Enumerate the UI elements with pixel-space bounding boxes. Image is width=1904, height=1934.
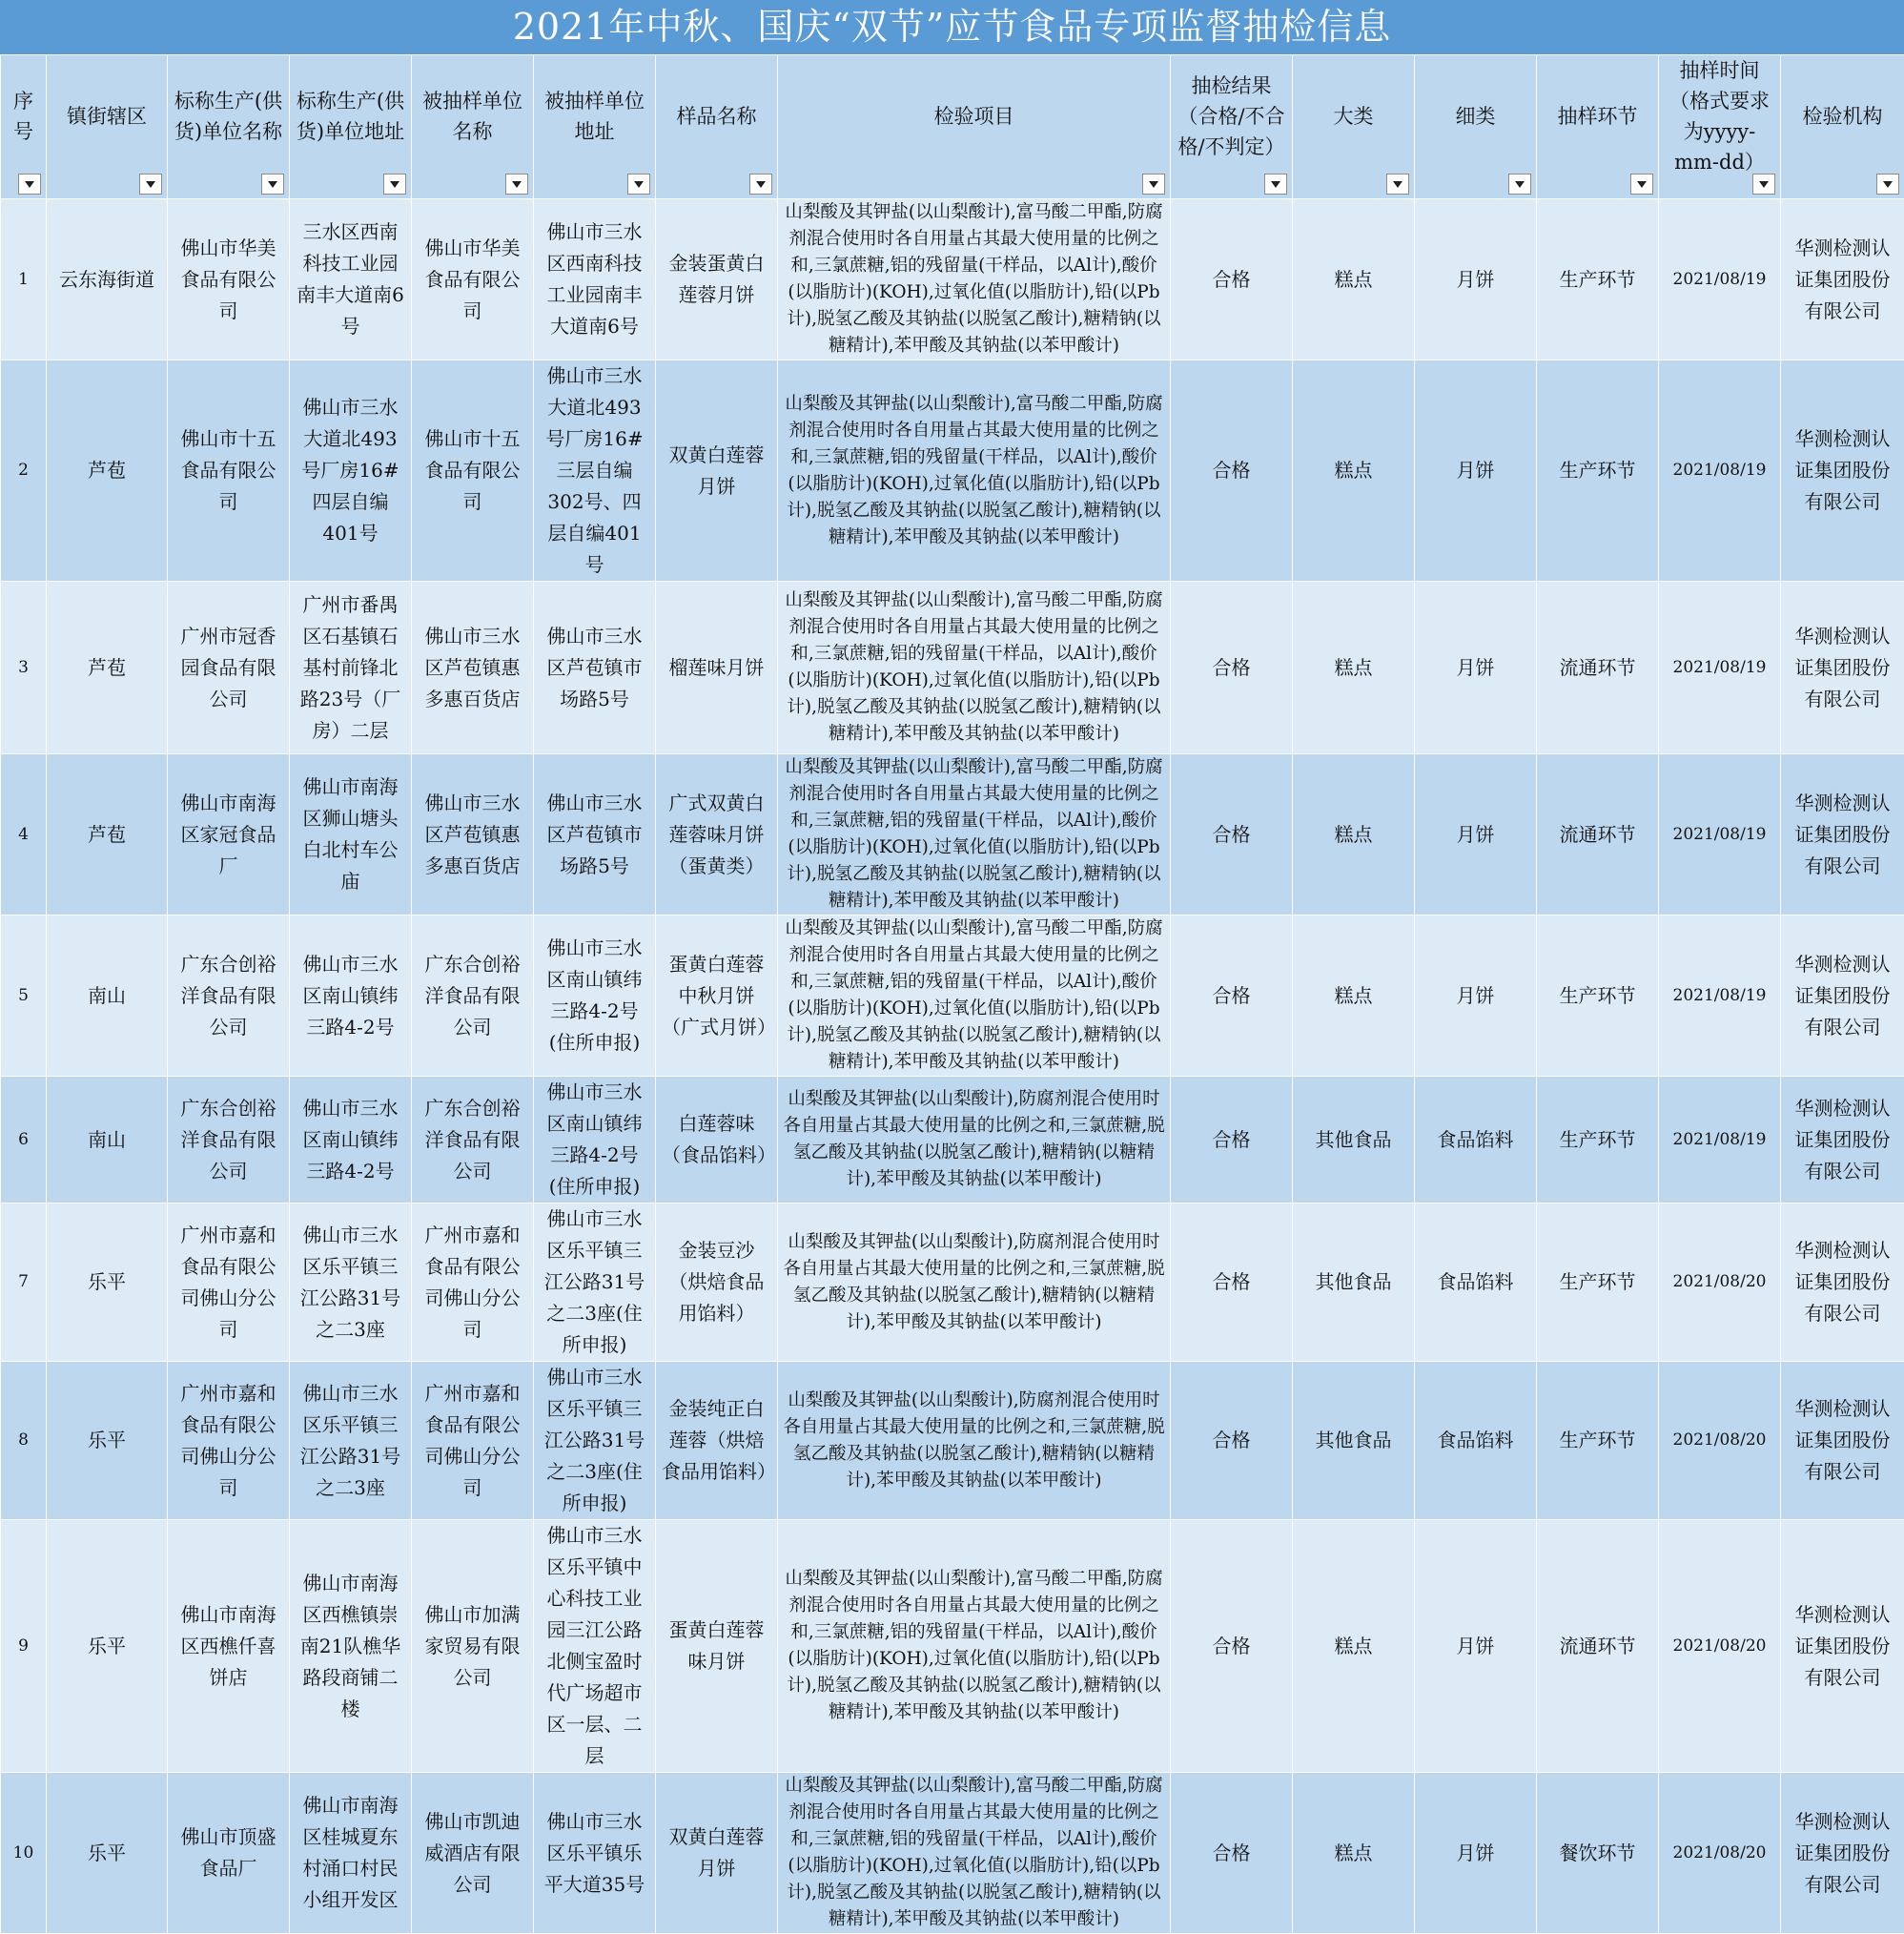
column-header-label: 标称生产(供货)单位地址 [296,86,405,168]
producer-address-cell: 佛山市三水区南山镇纬三路4-2号 [290,1077,412,1204]
testing-agency-cell: 华测检测认证集团股份有限公司 [1781,754,1904,916]
testing-agency-cell: 华测检测认证集团股份有限公司 [1781,582,1904,754]
producer-name-cell: 佛山市华美食品有限公司 [168,199,290,360]
subcategory-cell: 月饼 [1415,916,1537,1077]
sampling-date-cell: 2021/08/19 [1659,916,1781,1077]
producer-address-cell: 三水区西南科技工业园南丰大道南6号 [290,199,412,360]
sampled-unit-address-cell: 佛山市三水区乐平镇中心科技工业园三江公路北侧宝盈时代广场超市区一层、二层 [534,1520,656,1773]
category-cell: 糕点 [1293,199,1415,360]
category-cell: 其他食品 [1293,1077,1415,1204]
result-cell: 合格 [1171,1520,1293,1773]
test-items-cell: 山梨酸及其钾盐(以山梨酸计),富马酸二甲酯,防腐剂混合使用时各自用量占其最大使用量的比例之和,三氯蔗糖,铝的残留量(干样品，以Al计),酸价(以脂肪计)(KOH),过氧化值(以脂肪计),铅(以Pb计),脱氢乙酸及其钠盐(以脱氢乙酸计),糖精钠(以糖精计),苯甲酸及其钠盐(以苯甲酸计) [778,1520,1171,1773]
sampled-unit-name-cell: 广东合创裕洋食品有限公司 [412,916,534,1077]
sampled-unit-address-cell: 佛山市三水区南山镇纬三路4-2号(住所申报) [534,916,656,1077]
sample-name-cell: 金装纯正白莲蓉（烘焙食品用馅料） [656,1362,778,1520]
filter-dropdown-icon[interactable] [1630,174,1653,195]
test-items-cell: 山梨酸及其钾盐(以山梨酸计),防腐剂混合使用时各自用量占其最大使用量的比例之和,三氯蔗糖,脱氢乙酸及其钠盐(以脱氢乙酸计),糖精钠(以糖精计),苯甲酸及其钠盐(以苯甲酸计) [778,1204,1171,1362]
table-row [1,582,1904,754]
category-cell: 糕点 [1293,1520,1415,1773]
sample-name-cell: 金装蛋黄白莲蓉月饼 [656,199,778,360]
sample-name-cell: 双黄白莲蓉月饼 [656,1773,778,1934]
district-cell: 南山 [47,1077,168,1204]
district-cell: 芦苞 [47,360,168,582]
filter-dropdown-icon[interactable] [1752,174,1775,195]
sampling-date-cell: 2021/08/19 [1659,1077,1781,1204]
district-cell: 云东海街道 [47,199,168,360]
row-index-cell: 5 [1,916,47,1077]
filter-dropdown-icon[interactable] [505,174,528,195]
filter-dropdown-icon[interactable] [1142,174,1165,195]
sampling-stage-cell: 生产环节 [1537,199,1659,360]
test-items-cell: 山梨酸及其钾盐(以山梨酸计),防腐剂混合使用时各自用量占其最大使用量的比例之和,三氯蔗糖,脱氢乙酸及其钠盐(以脱氢乙酸计),糖精钠(以糖精计),苯甲酸及其钠盐(以苯甲酸计) [778,1077,1171,1204]
producer-address-cell: 佛山市三水区南山镇纬三路4-2号 [290,916,412,1077]
sampled-unit-address-cell: 佛山市三水区西南科技工业园南丰大道南6号 [534,199,656,360]
subcategory-cell: 食品馅料 [1415,1204,1537,1362]
column-header-label: 序号 [7,86,40,168]
row-index-cell: 1 [1,199,47,360]
sampled-unit-address-cell: 佛山市三水大道北493号厂房16#三层自编302号、四层自编401号 [534,360,656,582]
result-cell: 合格 [1171,754,1293,916]
subcategory-cell: 食品馅料 [1415,1077,1537,1204]
sampled-unit-address-cell: 佛山市三水区南山镇纬三路4-2号(住所申报) [534,1077,656,1204]
sampling-date-cell: 2021/08/19 [1659,582,1781,754]
column-header [1659,55,1781,199]
table-row [1,199,1904,360]
filter-dropdown-icon[interactable] [1876,174,1899,195]
sample-name-cell: 蛋黄白莲蓉味月饼 [656,1520,778,1773]
column-header [1537,55,1659,199]
sheet-title: 2021年中秋、国庆“双节”应节食品专项监督抽检信息 [0,0,1904,54]
sampling-stage-cell: 流通环节 [1537,754,1659,916]
district-cell: 乐平 [47,1520,168,1773]
column-header-label: 检验项目 [784,101,1164,153]
producer-name-cell: 佛山市南海区西樵仟喜饼店 [168,1520,290,1773]
column-header-label: 抽检结果（合格/不合格/不判定） [1177,71,1286,183]
subcategory-cell: 月饼 [1415,1773,1537,1934]
category-cell: 糕点 [1293,360,1415,582]
column-header [1171,55,1293,199]
sampled-unit-name-cell: 佛山市三水区芦苞镇惠多惠百货店 [412,754,534,916]
result-cell: 合格 [1171,1077,1293,1204]
sampling-date-cell: 2021/08/20 [1659,1520,1781,1773]
district-cell: 乐平 [47,1773,168,1934]
test-items-cell: 山梨酸及其钾盐(以山梨酸计),富马酸二甲酯,防腐剂混合使用时各自用量占其最大使用量的比例之和,三氯蔗糖,铝的残留量(干样品，以Al计),酸价(以脂肪计)(KOH),过氧化值(以脂肪计),铅(以Pb计),脱氢乙酸及其钠盐(以脱氢乙酸计),糖精钠(以糖精计),苯甲酸及其钠盐(以苯甲酸计) [778,199,1171,360]
test-items-cell: 山梨酸及其钾盐(以山梨酸计),富马酸二甲酯,防腐剂混合使用时各自用量占其最大使用量的比例之和,三氯蔗糖,铝的残留量(干样品，以Al计),酸价(以脂肪计)(KOH),过氧化值(以脂肪计),铅(以Pb计),脱氢乙酸及其钠盐(以脱氢乙酸计),糖精钠(以糖精计),苯甲酸及其钠盐(以苯甲酸计) [778,582,1171,754]
testing-agency-cell: 华测检测认证集团股份有限公司 [1781,916,1904,1077]
producer-name-cell: 佛山市顶盛食品厂 [168,1773,290,1934]
sampled-unit-address-cell: 佛山市三水区乐平镇三江公路31号之二3座(住所申报) [534,1204,656,1362]
sample-name-cell: 榴莲味月饼 [656,582,778,754]
inspection-table [0,54,1904,1934]
sampling-date-cell: 2021/08/19 [1659,754,1781,916]
row-index-cell: 3 [1,582,47,754]
filter-dropdown-icon[interactable] [1264,174,1287,195]
table-row [1,1077,1904,1204]
sampled-unit-name-cell: 广东合创裕洋食品有限公司 [412,1077,534,1204]
sampled-unit-address-cell: 佛山市三水区乐平镇乐平大道35号 [534,1773,656,1934]
filter-dropdown-icon[interactable] [749,174,772,195]
row-index-cell: 10 [1,1773,47,1934]
row-index-cell: 9 [1,1520,47,1773]
column-header [1,55,47,199]
sampled-unit-address-cell: 佛山市三水区乐平镇三江公路31号之二3座(住所申报) [534,1362,656,1520]
sampling-stage-cell: 流通环节 [1537,582,1659,754]
column-header-label: 抽样时间（格式要求为yyyy-mm-dd） [1665,55,1774,198]
row-index-cell: 8 [1,1362,47,1520]
column-header-label: 被抽样单位地址 [540,86,649,168]
test-items-cell: 山梨酸及其钾盐(以山梨酸计),富马酸二甲酯,防腐剂混合使用时各自用量占其最大使用量的比例之和,三氯蔗糖,铝的残留量(干样品，以Al计),酸价(以脂肪计)(KOH),过氧化值(以脂肪计),铅(以Pb计),脱氢乙酸及其钠盐(以脱氢乙酸计),糖精钠(以糖精计),苯甲酸及其钠盐(以苯甲酸计) [778,1773,1171,1934]
column-header-label: 镇街辖区 [52,101,161,153]
testing-agency-cell: 华测检测认证集团股份有限公司 [1781,199,1904,360]
subcategory-cell: 月饼 [1415,1520,1537,1773]
subcategory-cell: 月饼 [1415,582,1537,754]
subcategory-cell: 月饼 [1415,754,1537,916]
filter-dropdown-icon[interactable] [139,174,162,195]
column-header [1293,55,1415,199]
producer-name-cell: 广东合创裕洋食品有限公司 [168,916,290,1077]
result-cell: 合格 [1171,1362,1293,1520]
filter-dropdown-icon[interactable] [1508,174,1531,195]
testing-agency-cell: 华测检测认证集团股份有限公司 [1781,360,1904,582]
row-index-cell: 4 [1,754,47,916]
filter-dropdown-icon[interactable] [627,174,650,195]
producer-name-cell: 广州市嘉和食品有限公司佛山分公司 [168,1204,290,1362]
sampling-date-cell: 2021/08/19 [1659,199,1781,360]
producer-name-cell: 广州市嘉和食品有限公司佛山分公司 [168,1362,290,1520]
district-cell: 芦苞 [47,582,168,754]
test-items-cell: 山梨酸及其钾盐(以山梨酸计),富马酸二甲酯,防腐剂混合使用时各自用量占其最大使用量的比例之和,三氯蔗糖,铝的残留量(干样品，以Al计),酸价(以脂肪计)(KOH),过氧化值(以脂肪计),铅(以Pb计),脱氢乙酸及其钠盐(以脱氢乙酸计),糖精钠(以糖精计),苯甲酸及其钠盐(以苯甲酸计) [778,916,1171,1077]
category-cell: 糕点 [1293,916,1415,1077]
column-header-label: 样品名称 [662,101,771,153]
column-header [290,55,412,199]
test-items-cell: 山梨酸及其钾盐(以山梨酸计),防腐剂混合使用时各自用量占其最大使用量的比例之和,三氯蔗糖,脱氢乙酸及其钠盐(以脱氢乙酸计),糖精钠(以糖精计),苯甲酸及其钠盐(以苯甲酸计) [778,1362,1171,1520]
sampled-unit-name-cell: 佛山市十五食品有限公司 [412,360,534,582]
table-row [1,754,1904,916]
sampling-stage-cell: 生产环节 [1537,1204,1659,1362]
sampling-stage-cell: 生产环节 [1537,916,1659,1077]
row-index-cell: 7 [1,1204,47,1362]
sample-name-cell: 蛋黄白莲蓉中秋月饼（广式月饼） [656,916,778,1077]
filter-dropdown-icon[interactable] [1386,174,1409,195]
producer-name-cell: 佛山市南海区家冠食品厂 [168,754,290,916]
producer-name-cell: 广东合创裕洋食品有限公司 [168,1077,290,1204]
sample-name-cell: 广式双黄白莲蓉味月饼（蛋黄类） [656,754,778,916]
sampled-unit-name-cell: 广州市嘉和食品有限公司佛山分公司 [412,1362,534,1520]
category-cell: 糕点 [1293,754,1415,916]
producer-address-cell: 广州市番禺区石基镇石基村前锋北路23号（厂房）二层 [290,582,412,754]
column-header [47,55,168,199]
testing-agency-cell: 华测检测认证集团股份有限公司 [1781,1362,1904,1520]
district-cell: 芦苞 [47,754,168,916]
sampled-unit-address-cell: 佛山市三水区芦苞镇市场路5号 [534,754,656,916]
column-header [1415,55,1537,199]
result-cell: 合格 [1171,582,1293,754]
producer-name-cell: 广州市冠香园食品有限公司 [168,582,290,754]
sampling-stage-cell: 流通环节 [1537,1520,1659,1773]
result-cell: 合格 [1171,1773,1293,1934]
filter-dropdown-icon[interactable] [261,174,284,195]
sampling-date-cell: 2021/08/20 [1659,1362,1781,1520]
result-cell: 合格 [1171,360,1293,582]
subcategory-cell: 月饼 [1415,360,1537,582]
column-header-label: 被抽样单位名称 [418,86,527,168]
producer-name-cell: 佛山市十五食品有限公司 [168,360,290,582]
subcategory-cell: 食品馅料 [1415,1362,1537,1520]
header-row [1,55,1904,199]
subcategory-cell: 月饼 [1415,199,1537,360]
sample-name-cell: 白莲蓉味（食品馅料） [656,1077,778,1204]
table-body [1,199,1904,1934]
sampling-stage-cell: 餐饮环节 [1537,1773,1659,1934]
sampled-unit-name-cell: 佛山市三水区芦苞镇惠多惠百货店 [412,582,534,754]
district-cell: 南山 [47,916,168,1077]
table-row [1,1773,1904,1934]
producer-address-cell: 佛山市三水区乐平镇三江公路31号之二3座 [290,1204,412,1362]
category-cell: 糕点 [1293,1773,1415,1934]
row-index-cell: 6 [1,1077,47,1204]
table-row [1,916,1904,1077]
column-header [168,55,290,199]
sampling-stage-cell: 生产环节 [1537,1362,1659,1520]
producer-address-cell: 佛山市南海区桂城夏东村涌口村民小组开发区 [290,1773,412,1934]
table-row [1,1204,1904,1362]
sampling-date-cell: 2021/08/20 [1659,1204,1781,1362]
result-cell: 合格 [1171,916,1293,1077]
column-header [412,55,534,199]
test-items-cell: 山梨酸及其钾盐(以山梨酸计),富马酸二甲酯,防腐剂混合使用时各自用量占其最大使用量的比例之和,三氯蔗糖,铝的残留量(干样品，以Al计),酸价(以脂肪计)(KOH),过氧化值(以脂肪计),铅(以Pb计),脱氢乙酸及其钠盐(以脱氢乙酸计),糖精钠(以糖精计),苯甲酸及其钠盐(以苯甲酸计) [778,360,1171,582]
producer-address-cell: 佛山市三水大道北493号厂房16#四层自编401号 [290,360,412,582]
filter-dropdown-icon[interactable] [383,174,406,195]
category-cell: 其他食品 [1293,1204,1415,1362]
testing-agency-cell: 华测检测认证集团股份有限公司 [1781,1077,1904,1204]
sampled-unit-name-cell: 佛山市凯迪威酒店有限公司 [412,1773,534,1934]
sampled-unit-name-cell: 佛山市华美食品有限公司 [412,199,534,360]
testing-agency-cell: 华测检测认证集团股份有限公司 [1781,1520,1904,1773]
sampling-stage-cell: 生产环节 [1537,360,1659,582]
result-cell: 合格 [1171,199,1293,360]
column-header [534,55,656,199]
column-header [1781,55,1904,199]
sampling-stage-cell: 生产环节 [1537,1077,1659,1204]
column-header-label: 抽样环节 [1543,101,1652,153]
sample-name-cell: 金装豆沙（烘焙食品用馅料） [656,1204,778,1362]
column-header [656,55,778,199]
district-cell: 乐平 [47,1204,168,1362]
sampled-unit-name-cell: 广州市嘉和食品有限公司佛山分公司 [412,1204,534,1362]
table-row [1,360,1904,582]
sampled-unit-address-cell: 佛山市三水区芦苞镇市场路5号 [534,582,656,754]
column-header-label: 检验机构 [1787,101,1898,153]
producer-address-cell: 佛山市南海区狮山塘头白北村车公庙 [290,754,412,916]
testing-agency-cell: 华测检测认证集团股份有限公司 [1781,1773,1904,1934]
district-cell: 乐平 [47,1362,168,1520]
column-header [778,55,1171,199]
row-index-cell: 2 [1,360,47,582]
filter-dropdown-icon[interactable] [18,174,41,195]
column-header-label: 细类 [1421,101,1530,153]
sampling-date-cell: 2021/08/19 [1659,360,1781,582]
testing-agency-cell: 华测检测认证集团股份有限公司 [1781,1204,1904,1362]
column-header-label: 标称生产(供货)单位名称 [174,86,283,168]
sampling-date-cell: 2021/08/20 [1659,1773,1781,1934]
result-cell: 合格 [1171,1204,1293,1362]
sample-name-cell: 双黄白莲蓉月饼 [656,360,778,582]
category-cell: 糕点 [1293,582,1415,754]
producer-address-cell: 佛山市南海区西樵镇崇南21队樵华路段商铺二楼 [290,1520,412,1773]
category-cell: 其他食品 [1293,1362,1415,1520]
test-items-cell: 山梨酸及其钾盐(以山梨酸计),富马酸二甲酯,防腐剂混合使用时各自用量占其最大使用量的比例之和,三氯蔗糖,铝的残留量(干样品，以Al计),酸价(以脂肪计)(KOH),过氧化值(以脂肪计),铅(以Pb计),脱氢乙酸及其钠盐(以脱氢乙酸计),糖精钠(以糖精计),苯甲酸及其钠盐(以苯甲酸计) [778,754,1171,916]
producer-address-cell: 佛山市三水区乐平镇三江公路31号之二3座 [290,1362,412,1520]
sampled-unit-name-cell: 佛山市加满家贸易有限公司 [412,1520,534,1773]
table-row [1,1520,1904,1773]
table-row [1,1362,1904,1520]
column-header-label: 大类 [1299,101,1408,153]
